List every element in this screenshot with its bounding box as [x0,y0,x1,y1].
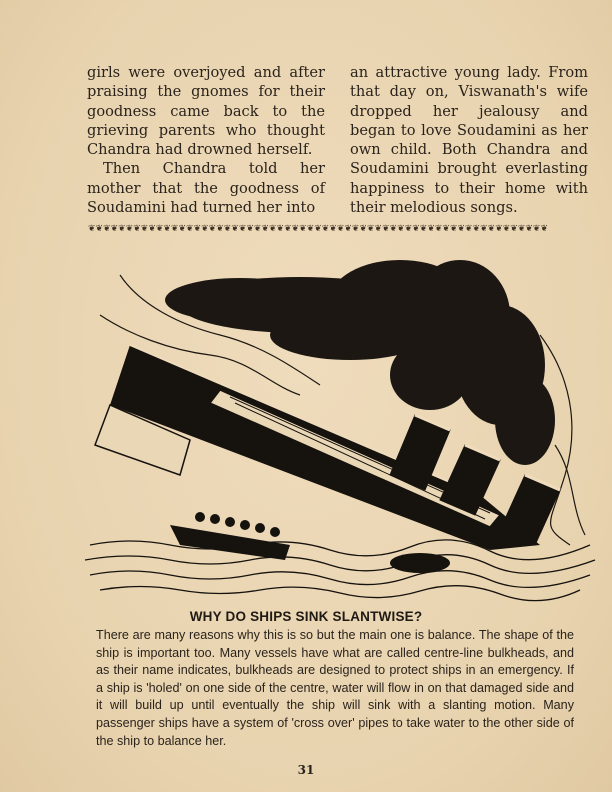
article-body [96,627,574,750]
story-paragraph: girls were overjoyed and after praising the gnomes for their goodness came back to the grieving parents who thought Chandra had drowned herself. [87,64,325,159]
ornamental-divider: ❦❦❦❦❦❦❦❦❦❦❦❦❦❦❦❦❦❦❦❦❦❦❦❦❦❦❦❦❦❦❦❦❦❦❦❦❦❦❦❦❦❦❦❦❦❦❦❦❦❦❦❦❦❦❦❦❦❦❦❦❦ [88,224,549,234]
sinking-ship-illustration [70,245,600,605]
article-paragraph: There are many reasons why this is so but the main one is balance. The shape of the ship is important too. Many vessels have what are called centre-line bulkheads, and as their name indicates, bulkheads are designed to protect ships in an emergency. If a ship is 'holed' on one side of the centre, water will flow in on that damaged side and it will build up until eventually the ship will sink with a slanting motion. Many passenger ships have a system of 'cross over' pipes to take water to the other side of the ship to balance her. [96,628,574,748]
story-paragraph: an attractive young lady. From that day on, Viswanath's wife dropped her jealousy and began to love Soudamini as her own child. Both Chandra and Soudamini brought everlasting happiness to their home with their melodious songs. [350,64,588,217]
story-paragraph: Then Chandra told her mother that the goodness of Soudamini had turned her into [87,160,325,217]
lifeboat [170,512,290,560]
article-title: WHY DO SHIPS SINK SLANTWISE? [189,609,423,624]
story-column-left [87,63,325,217]
sea-waves [85,540,595,601]
page-number: 31 [297,763,315,777]
story-column-right [350,63,588,217]
